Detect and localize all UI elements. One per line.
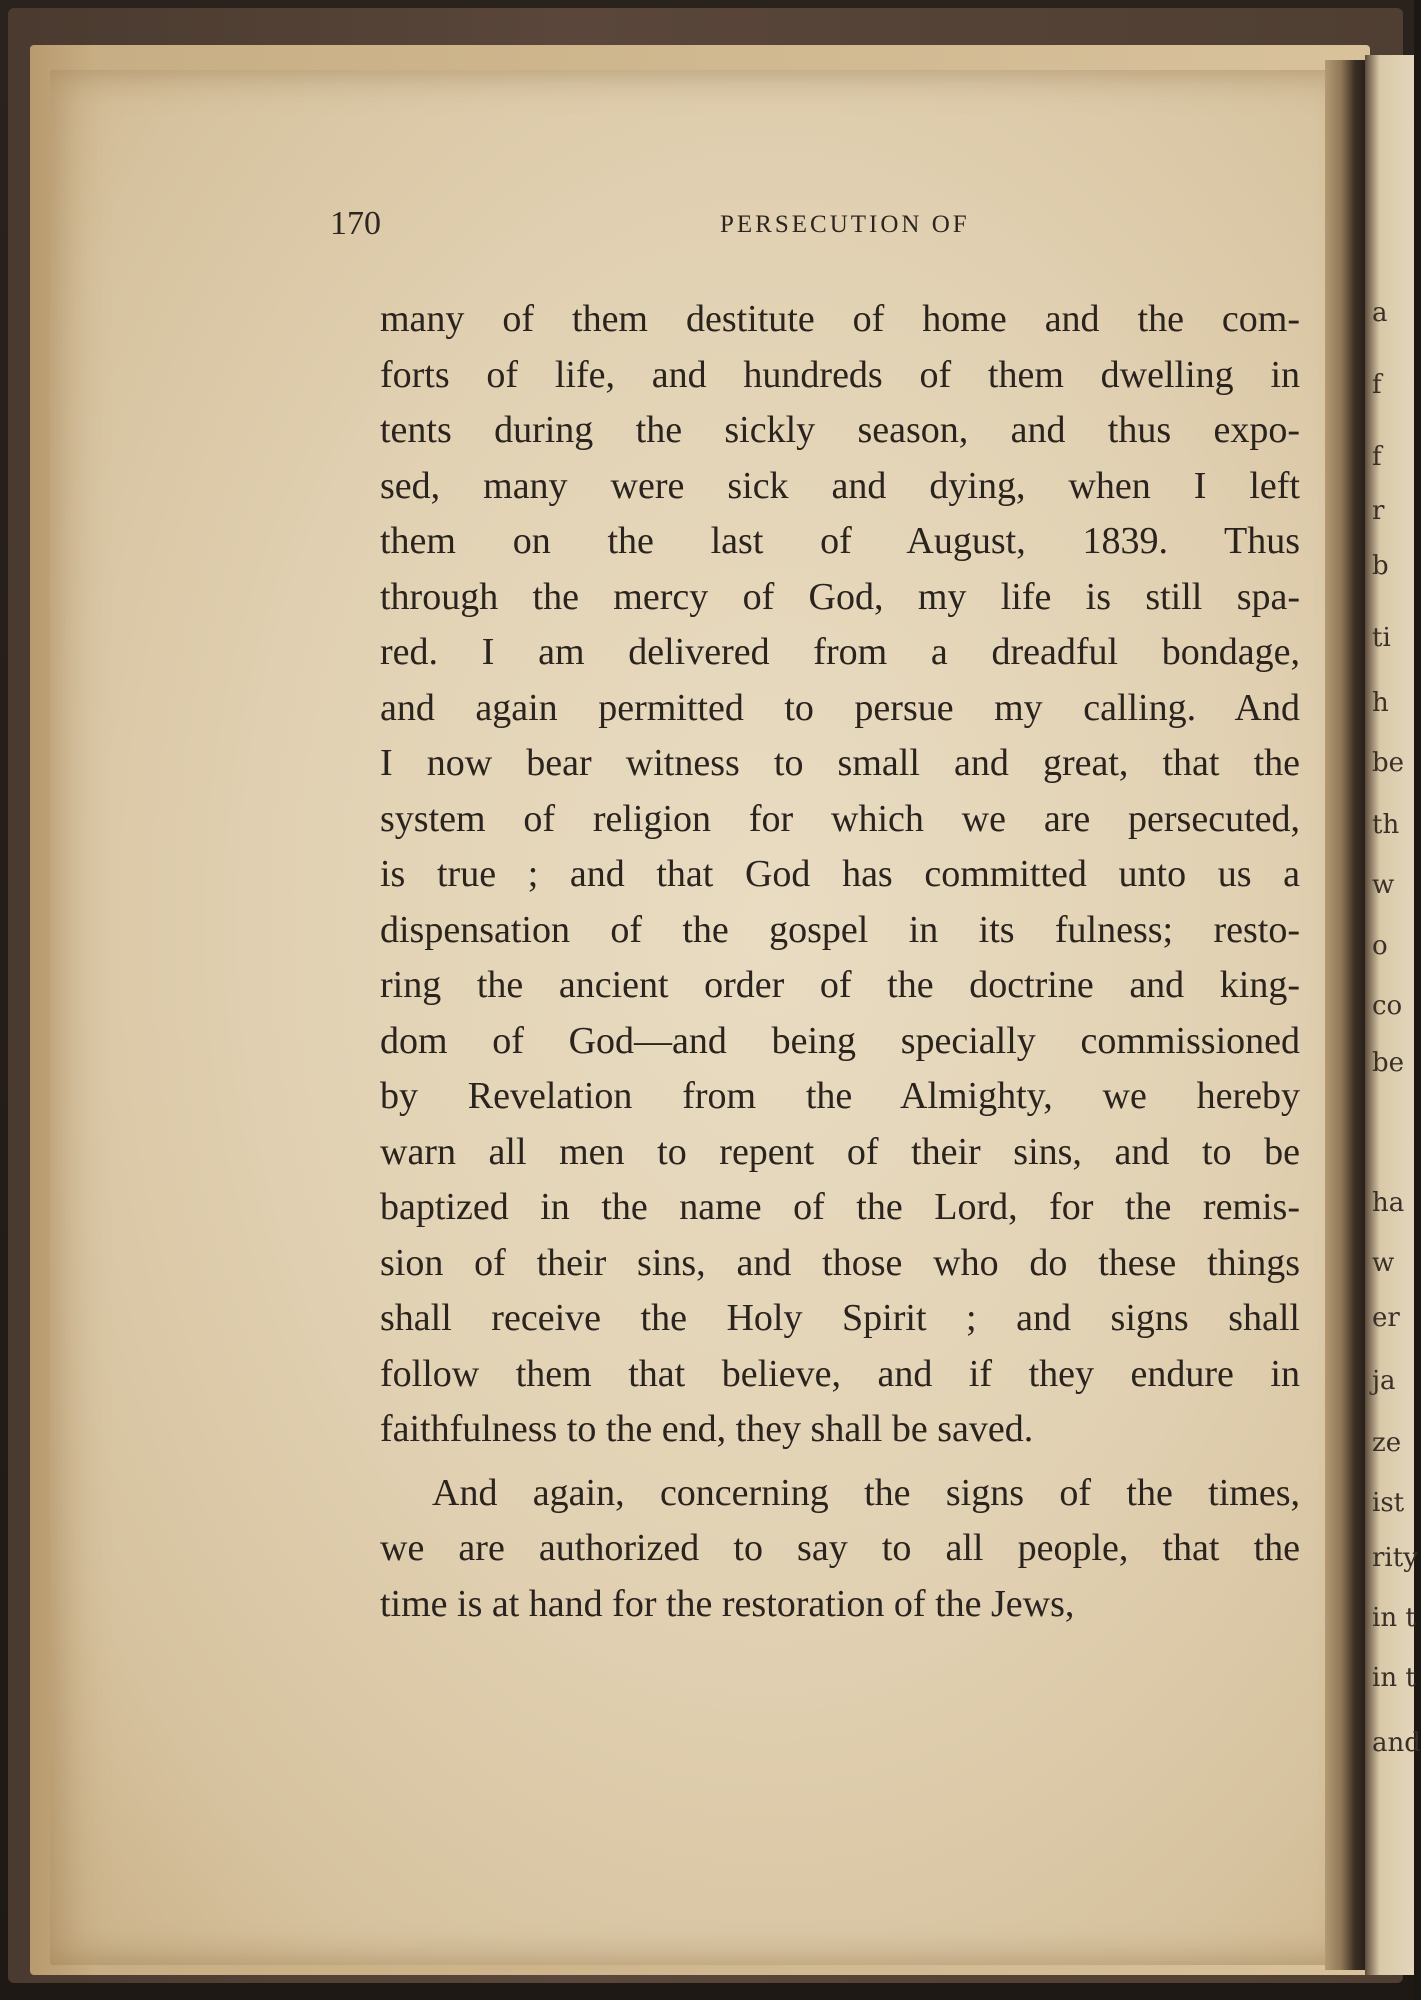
text-line: baptized in the name of the Lord, for the remis- [380, 1186, 1300, 1228]
facing-page-fragment: ist [1372, 1488, 1405, 1518]
text-line: system of religion for which we are persecuted, [380, 797, 1300, 840]
facing-page-fragment: h [1372, 688, 1389, 718]
facing-page-fragment: th [1372, 810, 1400, 840]
text-line: follow them that believe, and if they endure in [380, 1352, 1300, 1395]
page-number: 170 [330, 205, 381, 242]
facing-page-fragment: er [1372, 1303, 1400, 1333]
body-text [380, 292, 1300, 1632]
book-gutter [1325, 60, 1365, 1970]
facing-page-fragment: r [1372, 496, 1385, 526]
facing-page-fragment: be [1372, 748, 1405, 778]
text-line: tents during the sickly season, and thus expo- [380, 409, 1300, 451]
facing-page-fragment: in t [1372, 1603, 1416, 1633]
running-title: PERSECUTION OF [720, 211, 970, 238]
facing-page-fragment: ti [1372, 623, 1391, 653]
facing-page-fragment: w [1372, 870, 1395, 900]
facing-page-fragment: rity [1372, 1543, 1418, 1573]
facing-page-fragment: ja [1372, 1366, 1396, 1396]
running-head [330, 205, 1090, 245]
facing-page-fragment: ha [1372, 1188, 1405, 1218]
text-line: shall receive the Holy Spirit ; and signs shall [380, 1297, 1300, 1339]
facing-page-fragment: a [1372, 298, 1388, 328]
text-line: by Revelation from the Almighty, we hereby [380, 1075, 1300, 1117]
text-line: red. I am delivered from a dreadful bondage, [380, 631, 1300, 673]
text-line: faithfulness to the end, they shall be saved. [380, 1408, 1034, 1450]
facing-page-fragment: w [1372, 1248, 1395, 1278]
text-line: we are authorized to say to all people, that the [380, 1527, 1300, 1569]
text-line: ring the ancient order of the doctrine and king- [380, 964, 1300, 1006]
text-line: sed, many were sick and dying, when I left [380, 464, 1300, 507]
facing-page-fragment: f [1372, 370, 1382, 400]
text-line: dom of God—and being specially commissioned [380, 1019, 1300, 1062]
text-line: warn all men to repent of their sins, and to be [380, 1130, 1300, 1173]
facing-page-fragment: and [1372, 1728, 1421, 1758]
facing-page-fragment: ze [1372, 1428, 1402, 1458]
facing-page-fragment: f [1372, 442, 1382, 472]
text-line: sion of their sins, and those who do these things [380, 1241, 1300, 1284]
text-line: dispensation of the gospel in its fulness; resto- [380, 908, 1300, 951]
facing-page-fragment: co [1372, 991, 1403, 1021]
text-line: many of them destitute of home and the com- [380, 298, 1300, 340]
text-line: and again permitted to persue my calling. And [380, 686, 1300, 729]
text-line: through the mercy of God, my life is still spa- [380, 575, 1300, 618]
facing-page-fragment: b [1372, 551, 1389, 581]
text-line: And again, concerning the signs of the times, [432, 1471, 1300, 1514]
facing-page-fragment: be [1372, 1048, 1405, 1078]
text-line: them on the last of August, 1839. Thus [380, 520, 1300, 562]
text-line: time is at hand for the restoration of the Jews, [380, 1582, 1075, 1625]
text-line: I now bear witness to small and great, that the [380, 742, 1300, 784]
facing-page-fragment: in t [1372, 1663, 1416, 1693]
text-line: is true ; and that God has committed unto us a [380, 853, 1300, 895]
facing-page-fragment: o [1372, 931, 1388, 961]
text-line: forts of life, and hundreds of them dwelling in [380, 353, 1300, 396]
